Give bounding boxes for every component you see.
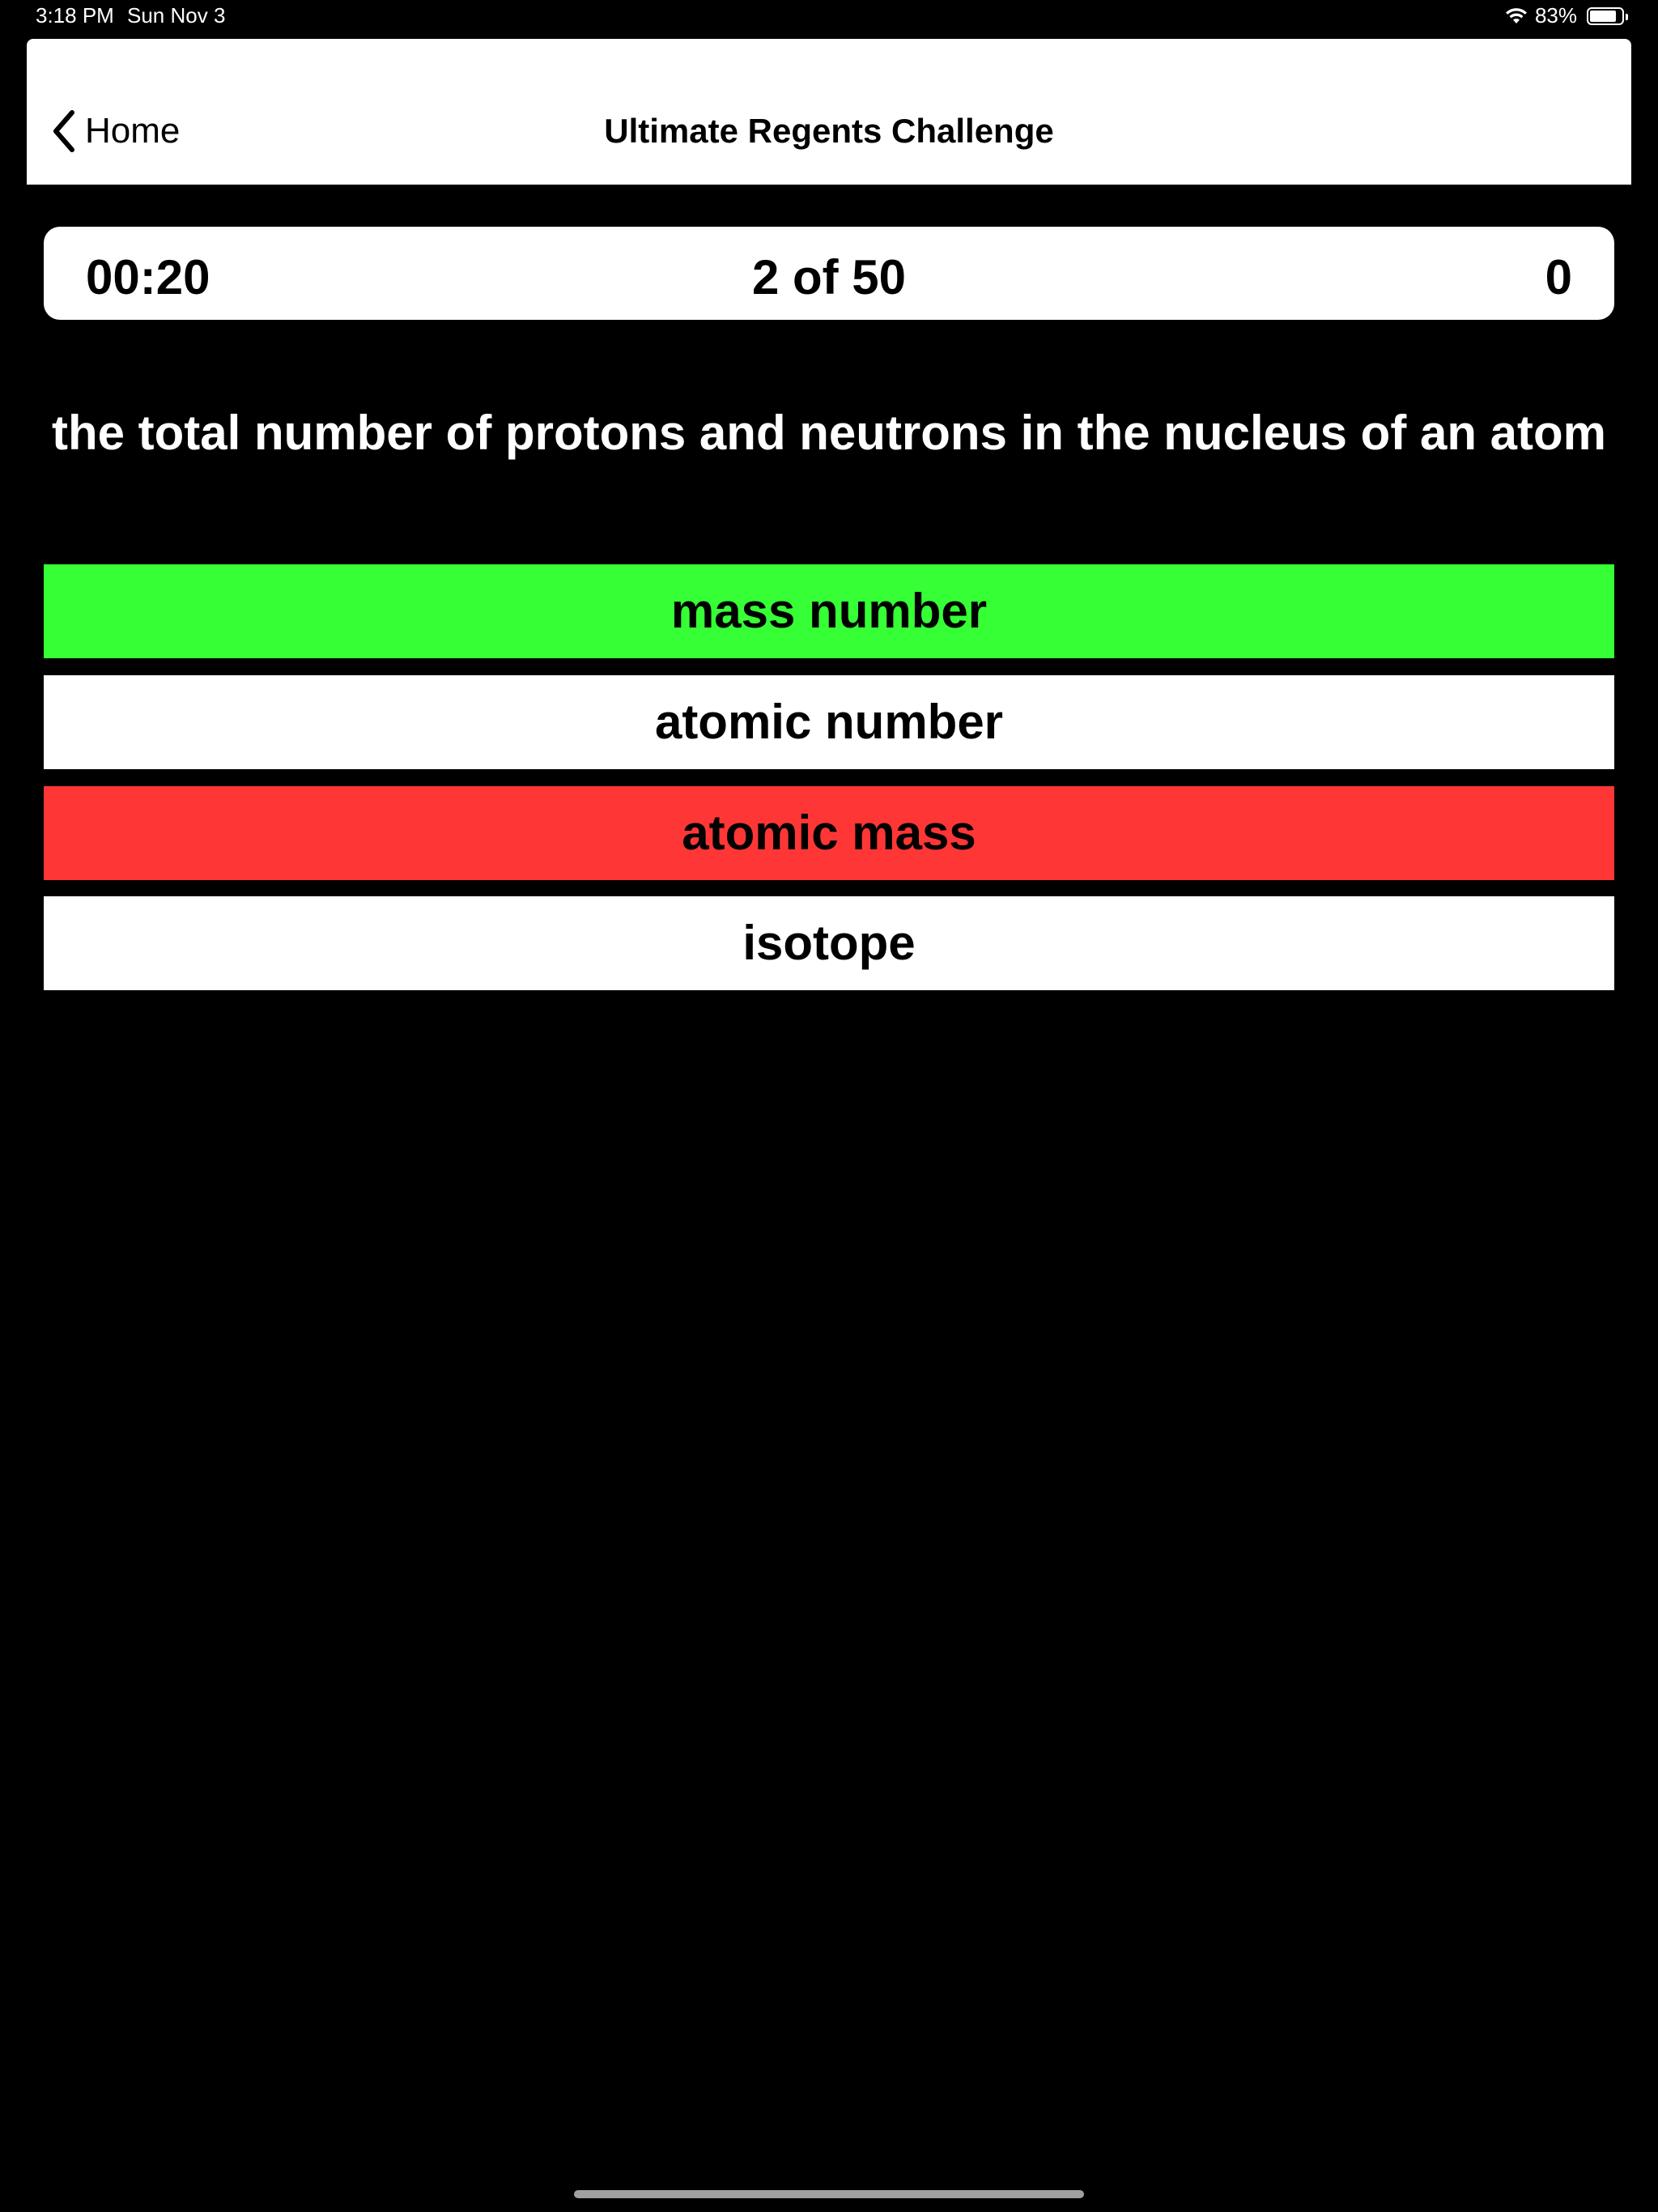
score-bar bbox=[44, 227, 1614, 320]
navigation-bar bbox=[27, 39, 1631, 185]
home-indicator[interactable] bbox=[574, 2190, 1084, 2198]
battery-icon bbox=[1587, 7, 1624, 25]
battery-fill bbox=[1590, 11, 1616, 22]
back-label: Home bbox=[85, 111, 181, 151]
answer-option-atomic-mass[interactable]: atomic mass bbox=[44, 786, 1614, 880]
score: 0 bbox=[1545, 250, 1572, 304]
status-time: 3:18 PM bbox=[36, 3, 114, 28]
battery-percent: 83% bbox=[1534, 3, 1577, 28]
status-indicators bbox=[1504, 3, 1624, 28]
question-text: the total number of protons and neutrons in the nucleus of an atom bbox=[51, 406, 1607, 460]
wifi-icon bbox=[1504, 7, 1528, 25]
answer-option-atomic-number[interactable]: atomic number bbox=[44, 675, 1614, 769]
answer-option-mass-number[interactable]: mass number bbox=[44, 564, 1614, 658]
answer-option-isotope[interactable]: isotope bbox=[44, 896, 1614, 990]
status-date: Sun Nov 3 bbox=[127, 3, 226, 28]
battery-cap bbox=[1626, 14, 1628, 20]
page-title: Ultimate Regents Challenge bbox=[604, 112, 1054, 150]
timer: 00:20 bbox=[86, 250, 210, 304]
status-bar bbox=[0, 0, 1658, 32]
question-progress: 2 of 50 bbox=[751, 250, 907, 304]
